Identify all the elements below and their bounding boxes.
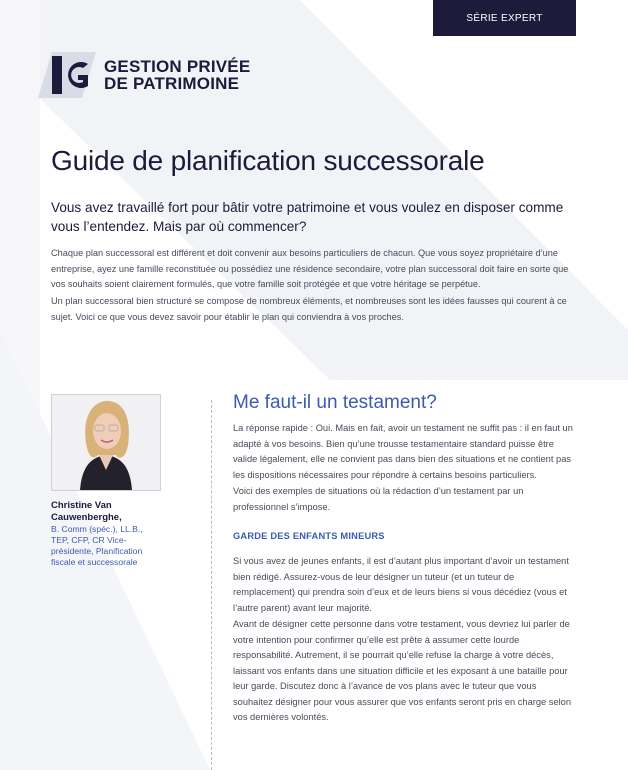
author-portrait-image	[52, 395, 160, 490]
series-tag: SÉRIE EXPERT	[433, 0, 576, 36]
column-divider	[211, 400, 212, 770]
ig-logo-mark	[38, 52, 96, 98]
logo-line1: GESTION PRIVÉE	[104, 57, 251, 76]
intro-paragraph-1: Chaque plan successoral est différent et doit convenir aux besoins particuliers de chacun. Que vous soyez propriétaire d’une entreprise, ayez une famille reconstituée ou possédiez une résidence secondaire, votre plan successoral doit faire en sorte que vos souhaits soient clairement formulés, que votre famille soit protégée et que votre héritage se perpétue.	[51, 248, 569, 289]
section-paragraph-3: Si vous avez de jeunes enfants, il est d’autant plus important d’avoir un testament bien rédigé. Assurez-vous de leur désigner un tuteur (et un tuteur de remplacement) qui prendra soin d’eux et de leurs biens si vous décédiez (vous et l’autre parent) avant leur majorité.	[233, 556, 569, 613]
author-credentials: B. Comm (spéc.), LL.B., TEP, CFP, CR Vice-présidente, Planification fiscale et successorale	[51, 524, 143, 567]
subheading-minor-children: GARDE DES ENFANTS MINEURS	[233, 531, 385, 541]
intro-paragraph-2: Un plan successoral bien structuré se compose de nombreux éléments, et nombreuses sont les idées fausses qui courent à ce sujet. Voici ce que vous devez savoir pour établir le plan qui conviendra à vos proches.	[51, 296, 567, 322]
author-photo	[51, 394, 161, 491]
author-name: Christine Van Cauwenberghe,	[51, 500, 122, 523]
ig-logo	[38, 52, 250, 98]
section-paragraph-2: Voici des exemples de situations où la rédaction d’un testament par un professionnel s’impose.	[233, 486, 524, 512]
section-paragraph-4: Avant de désigner cette personne dans votre testament, vous devriez lui parler de votre intention pour confirmer qu’elle est prête à assumer cette lourde responsabilité. Autrement, il se pourrait qu’elle refuse la charge à votre décès, laissant vos enfants dans une situation difficile et les exposant à une bataille pour leur garde. Discutez donc à l’avance de vos plans avec le tuteur que vous souhaitez désigner pour vous assurer que vos enfants seront pris en charge selon vos dernières volontés.	[233, 619, 571, 722]
logo-line2: DE PATRIMOINE	[104, 74, 240, 93]
section-paragraph-1: La réponse rapide : Oui. Mais en fait, avoir un testament ne suffit pas : il en faut un adapté à vos besoins. Bien qu’une trousse testamentaire standard puisse être valide légalement, elle ne convient pas dans bien des situations et ne contient pas les dispositions nécessaires pour répondre à certains besoins particuliers.	[233, 423, 573, 480]
page-title: Guide de planification successorale	[51, 145, 485, 176]
lead-paragraph: Vous avez travaillé fort pour bâtir votre patrimoine et vous voulez en disposer comme vous l’entendez. Mais par où commencer?	[51, 200, 564, 234]
section-title: Me faut-il un testament?	[233, 392, 437, 413]
